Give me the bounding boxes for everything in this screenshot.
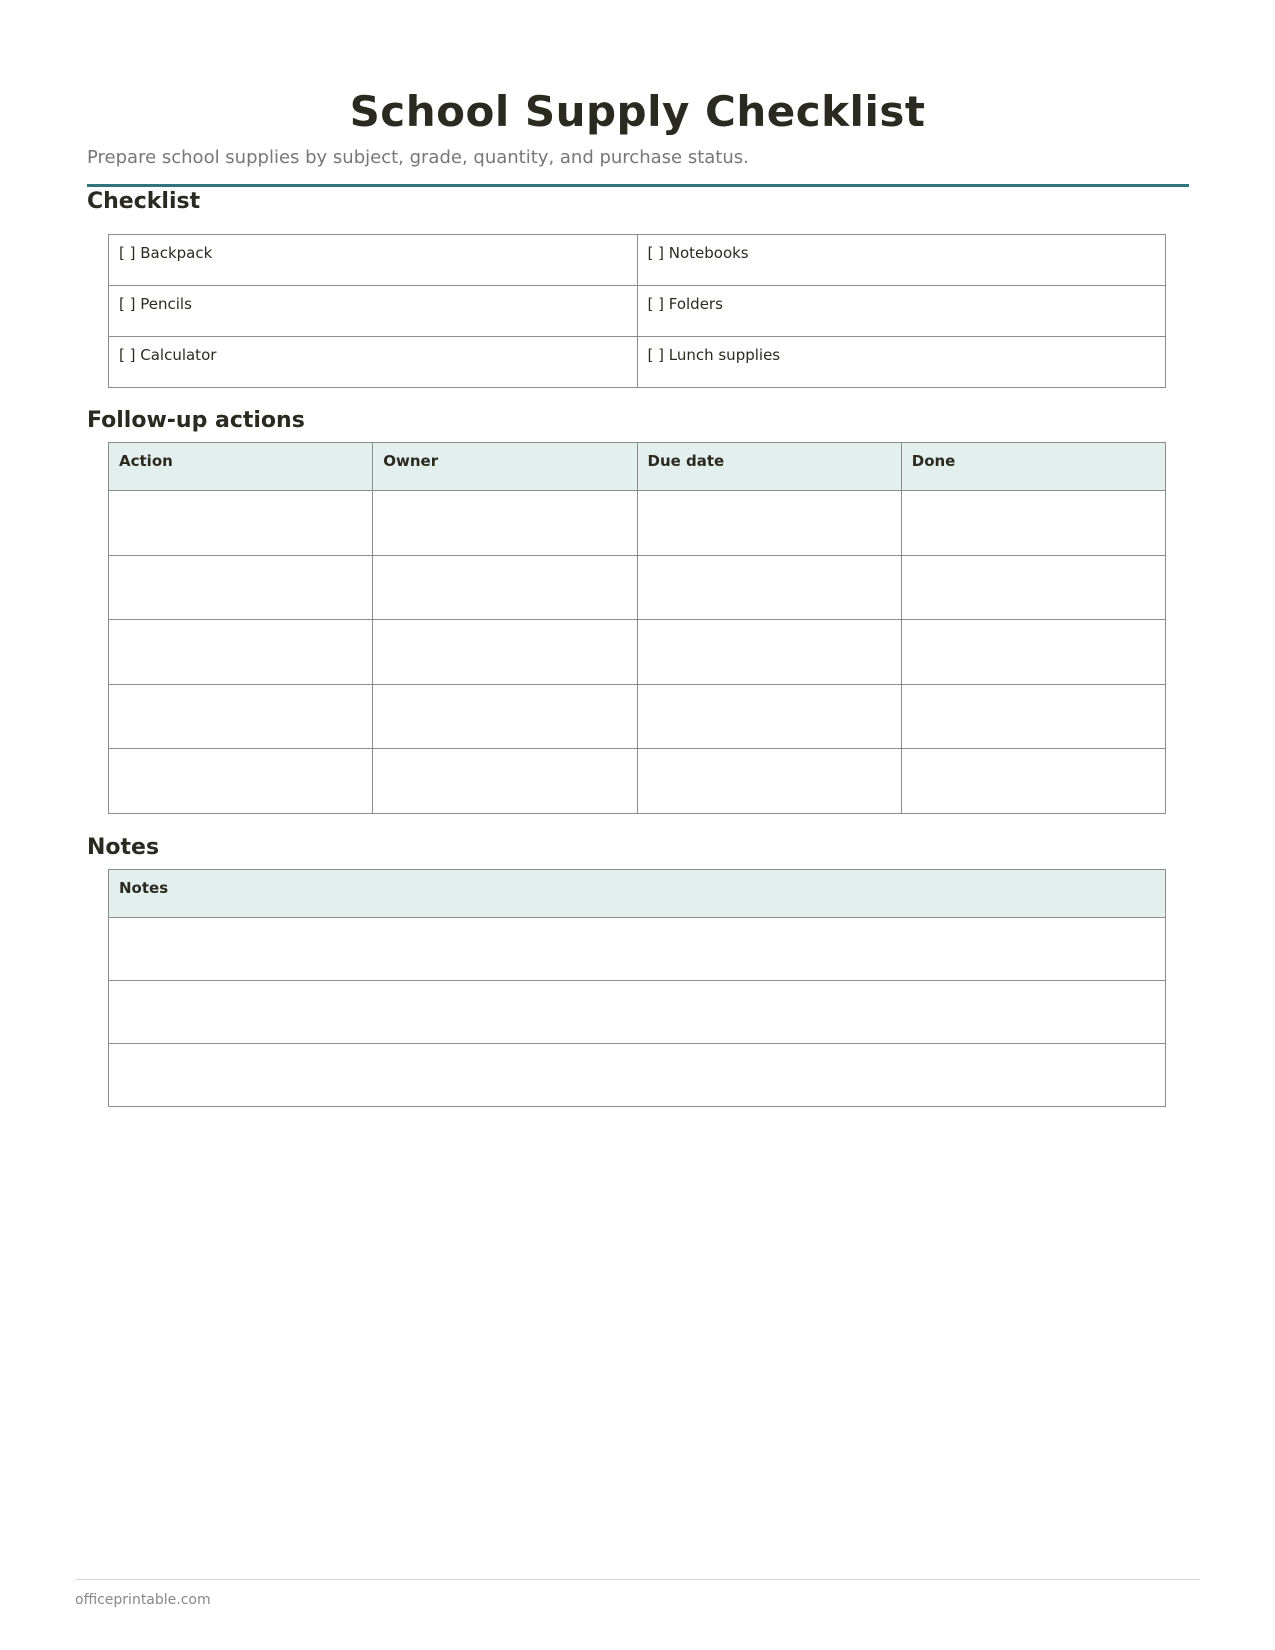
table-row (109, 981, 1166, 1044)
notes-heading: Notes (87, 835, 160, 860)
done-cell[interactable] (901, 620, 1165, 685)
column-header-owner: Owner (373, 443, 637, 491)
notes-cell[interactable] (109, 1044, 1166, 1107)
checklist-item[interactable]: [ ] Calculator (109, 337, 638, 388)
notes-table (108, 869, 1166, 1107)
action-cell[interactable] (109, 749, 373, 814)
action-cell[interactable] (109, 555, 373, 620)
owner-cell[interactable] (373, 491, 637, 556)
footer-divider (75, 1579, 1200, 1580)
checklist-item[interactable]: [ ] Notebooks (637, 235, 1166, 286)
checklist-item[interactable]: [ ] Lunch supplies (637, 337, 1166, 388)
due-date-cell[interactable] (637, 491, 901, 556)
done-cell[interactable] (901, 684, 1165, 749)
done-cell[interactable] (901, 491, 1165, 556)
page-title: School Supply Checklist (349, 87, 926, 136)
footer-text: officeprintable.com (75, 1592, 211, 1608)
done-cell[interactable] (901, 555, 1165, 620)
checklist-item[interactable]: [ ] Pencils (109, 286, 638, 337)
checklist-table (108, 234, 1166, 388)
table-row (109, 749, 1166, 814)
notes-cell[interactable] (109, 981, 1166, 1044)
checklist-heading: Checklist (87, 189, 201, 214)
due-date-cell[interactable] (637, 684, 901, 749)
action-cell[interactable] (109, 491, 373, 556)
checklist-item[interactable]: [ ] Folders (637, 286, 1166, 337)
owner-cell[interactable] (373, 684, 637, 749)
table-row (109, 555, 1166, 620)
table-row (109, 337, 1166, 388)
owner-cell[interactable] (373, 555, 637, 620)
title-divider (87, 184, 1189, 187)
actions-heading: Follow-up actions (87, 408, 305, 433)
done-cell[interactable] (901, 749, 1165, 814)
table-row (109, 620, 1166, 685)
page-subtitle: Prepare school supplies by subject, grade, quantity, and purchase status. (87, 147, 749, 168)
action-cell[interactable] (109, 684, 373, 749)
notes-cell[interactable] (109, 918, 1166, 981)
column-header-done: Done (901, 443, 1165, 491)
table-row (109, 491, 1166, 556)
table-row (109, 684, 1166, 749)
table-row (109, 235, 1166, 286)
owner-cell[interactable] (373, 749, 637, 814)
column-header-notes: Notes (109, 870, 1166, 918)
checklist-item[interactable]: [ ] Backpack (109, 235, 638, 286)
table-row (109, 1044, 1166, 1107)
owner-cell[interactable] (373, 620, 637, 685)
actions-table (108, 442, 1166, 814)
table-row (109, 286, 1166, 337)
column-header-action: Action (109, 443, 373, 491)
due-date-cell[interactable] (637, 620, 901, 685)
column-header-due-date: Due date (637, 443, 901, 491)
due-date-cell[interactable] (637, 749, 901, 814)
table-header-row (109, 443, 1166, 491)
table-row (109, 918, 1166, 981)
table-header-row (109, 870, 1166, 918)
action-cell[interactable] (109, 620, 373, 685)
due-date-cell[interactable] (637, 555, 901, 620)
